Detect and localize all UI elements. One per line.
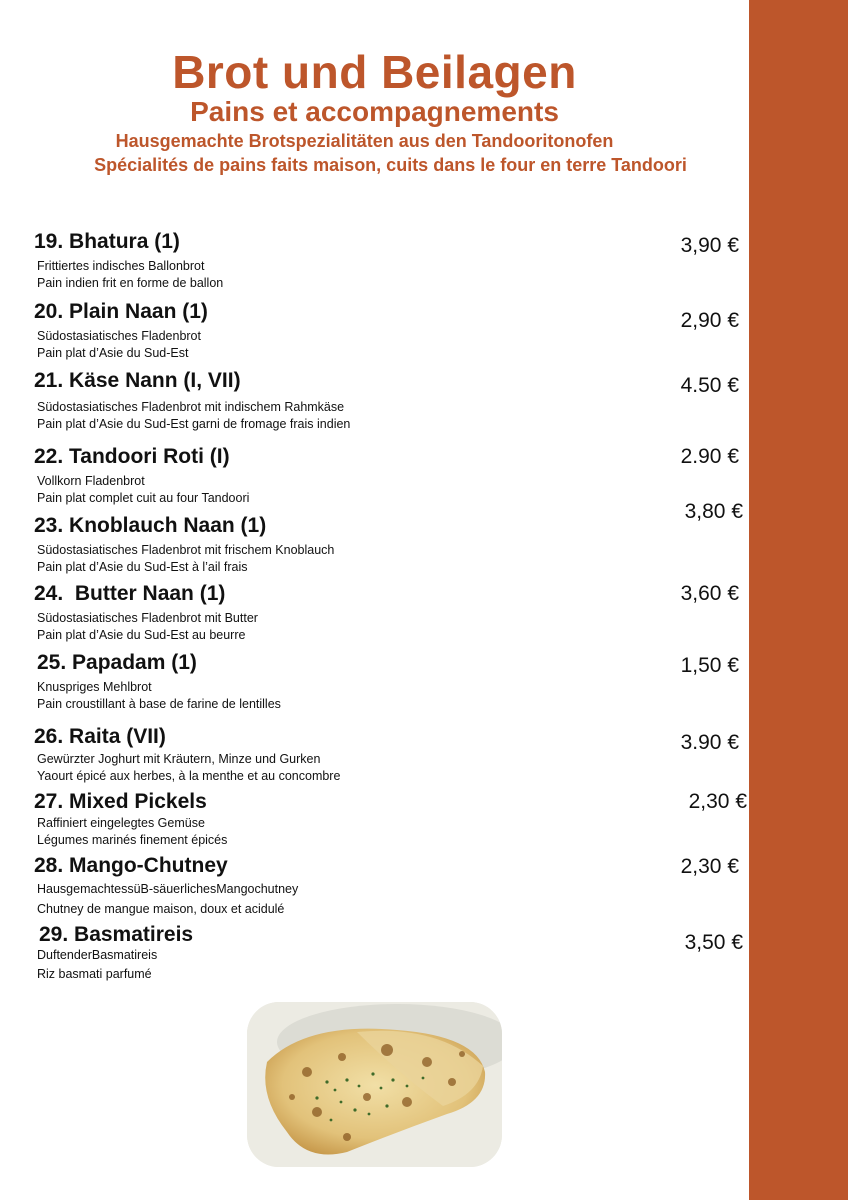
item-price: 2.90 € <box>680 445 739 468</box>
item-price: 3,50 € <box>684 931 743 954</box>
item-name: 26. Raita (VII) <box>34 725 166 748</box>
item-description-fr: Chutney de mangue maison, doux et acidulé <box>37 902 285 916</box>
tagline-german: Hausgemachte Brotspezialitäten aus den Tandooritonofen <box>115 131 614 151</box>
item-price: 4.50 € <box>680 374 739 397</box>
item-description-fr: Pain croustillant à base de farine de lentilles <box>37 697 281 711</box>
item-name: 28. Mango-Chutney <box>34 854 228 877</box>
item-description-fr: Pain plat d’Asie du Sud-Est garni de fromage frais indien <box>37 417 351 431</box>
item-description-fr: Pain plat d’Asie du Sud-Est au beurre <box>37 628 246 642</box>
item-description-de: Frittiertes indisches Ballonbrot <box>37 259 205 273</box>
item-description-fr: Yaourt épicé aux herbes, à la menthe et au concombre <box>37 769 341 783</box>
naan-bread-photo <box>247 1002 502 1167</box>
item-description-de: HausgemachtessüB-säuerlichesMangochutney <box>37 882 299 896</box>
page-title: Brot und Beilagen <box>172 46 577 98</box>
item-name: 24. Butter Naan (1) <box>34 582 226 605</box>
item-price: 3.90 € <box>680 731 739 754</box>
item-name: 25. Papadam (1) <box>37 651 197 674</box>
item-description-fr: Riz basmati parfumé <box>37 967 152 981</box>
item-description-de: Südostasiatisches Fladenbrot <box>37 329 201 343</box>
decorative-sidebar <box>749 0 848 1200</box>
page-subtitle: Pains et accompagnements <box>190 96 559 127</box>
item-description-de: Raffiniert eingelegtes Gemüse <box>37 816 205 830</box>
item-price: 2,90 € <box>680 309 739 332</box>
item-name: 22. Tandoori Roti (I) <box>34 445 230 468</box>
item-description-fr: Légumes marinés finement épicés <box>37 833 228 847</box>
menu-item-knoblauch-naan <box>0 500 749 574</box>
item-description-fr: Pain plat d’Asie du Sud-Est à l’ail frais <box>37 560 248 574</box>
item-description-de: Gewürzter Joghurt mit Kräutern, Minze und Gurken <box>37 752 321 766</box>
item-name: 21. Käse Nann (I, VII) <box>34 369 241 392</box>
menu-item-mango-chutney <box>0 853 749 916</box>
menu-item-butter-naan <box>0 581 749 641</box>
item-price: 3,60 € <box>680 582 739 605</box>
item-price: 1,50 € <box>680 654 739 677</box>
item-description-de: DuftenderBasmatireis <box>37 948 158 962</box>
menu-item-mixed-pickels <box>0 789 749 849</box>
item-description-de: Südostasiatisches Fladenbrot mit indischem Rahmkäse <box>37 400 345 414</box>
item-description-de: Vollkorn Fladenbrot <box>37 474 145 488</box>
item-description-de: Südostasiatisches Fladenbrot mit frischem Knoblauch <box>37 543 335 557</box>
item-name: 29. Basmatireis <box>39 923 194 946</box>
item-price: 2,30 € <box>680 855 739 878</box>
item-name: 20. Plain Naan (1) <box>34 300 208 323</box>
item-description-fr: Pain plat d’Asie du Sud-Est <box>37 346 189 360</box>
menu-item-papadam <box>0 650 749 710</box>
tagline-french: Spécialités de pains faits maison, cuits dans le four en terre Tandoori <box>94 155 687 175</box>
item-price: 3,90 € <box>680 234 739 257</box>
menu-item-raita <box>0 724 749 784</box>
menu-item-kaese-naan <box>0 368 749 431</box>
menu-item-bhatura <box>0 229 749 289</box>
item-description-de: Südostasiatisches Fladenbrot mit Butter <box>37 611 258 625</box>
menu-item-plain-naan <box>0 299 749 359</box>
item-description-de: Knuspriges Mehlbrot <box>37 680 152 694</box>
menu-item-tandoori-roti <box>0 444 749 504</box>
item-price: 3,80 € <box>684 500 743 523</box>
item-name: 27. Mixed Pickels <box>34 790 207 813</box>
item-description-fr: Pain plat complet cuit au four Tandoori <box>37 491 250 505</box>
menu-item-basmatireis <box>0 922 749 982</box>
item-name: 19. Bhatura (1) <box>34 230 180 253</box>
item-description-fr: Pain indien frit en forme de ballon <box>37 276 224 290</box>
item-price: 2,30 € <box>688 790 747 813</box>
item-name: 23. Knoblauch Naan (1) <box>34 514 267 537</box>
